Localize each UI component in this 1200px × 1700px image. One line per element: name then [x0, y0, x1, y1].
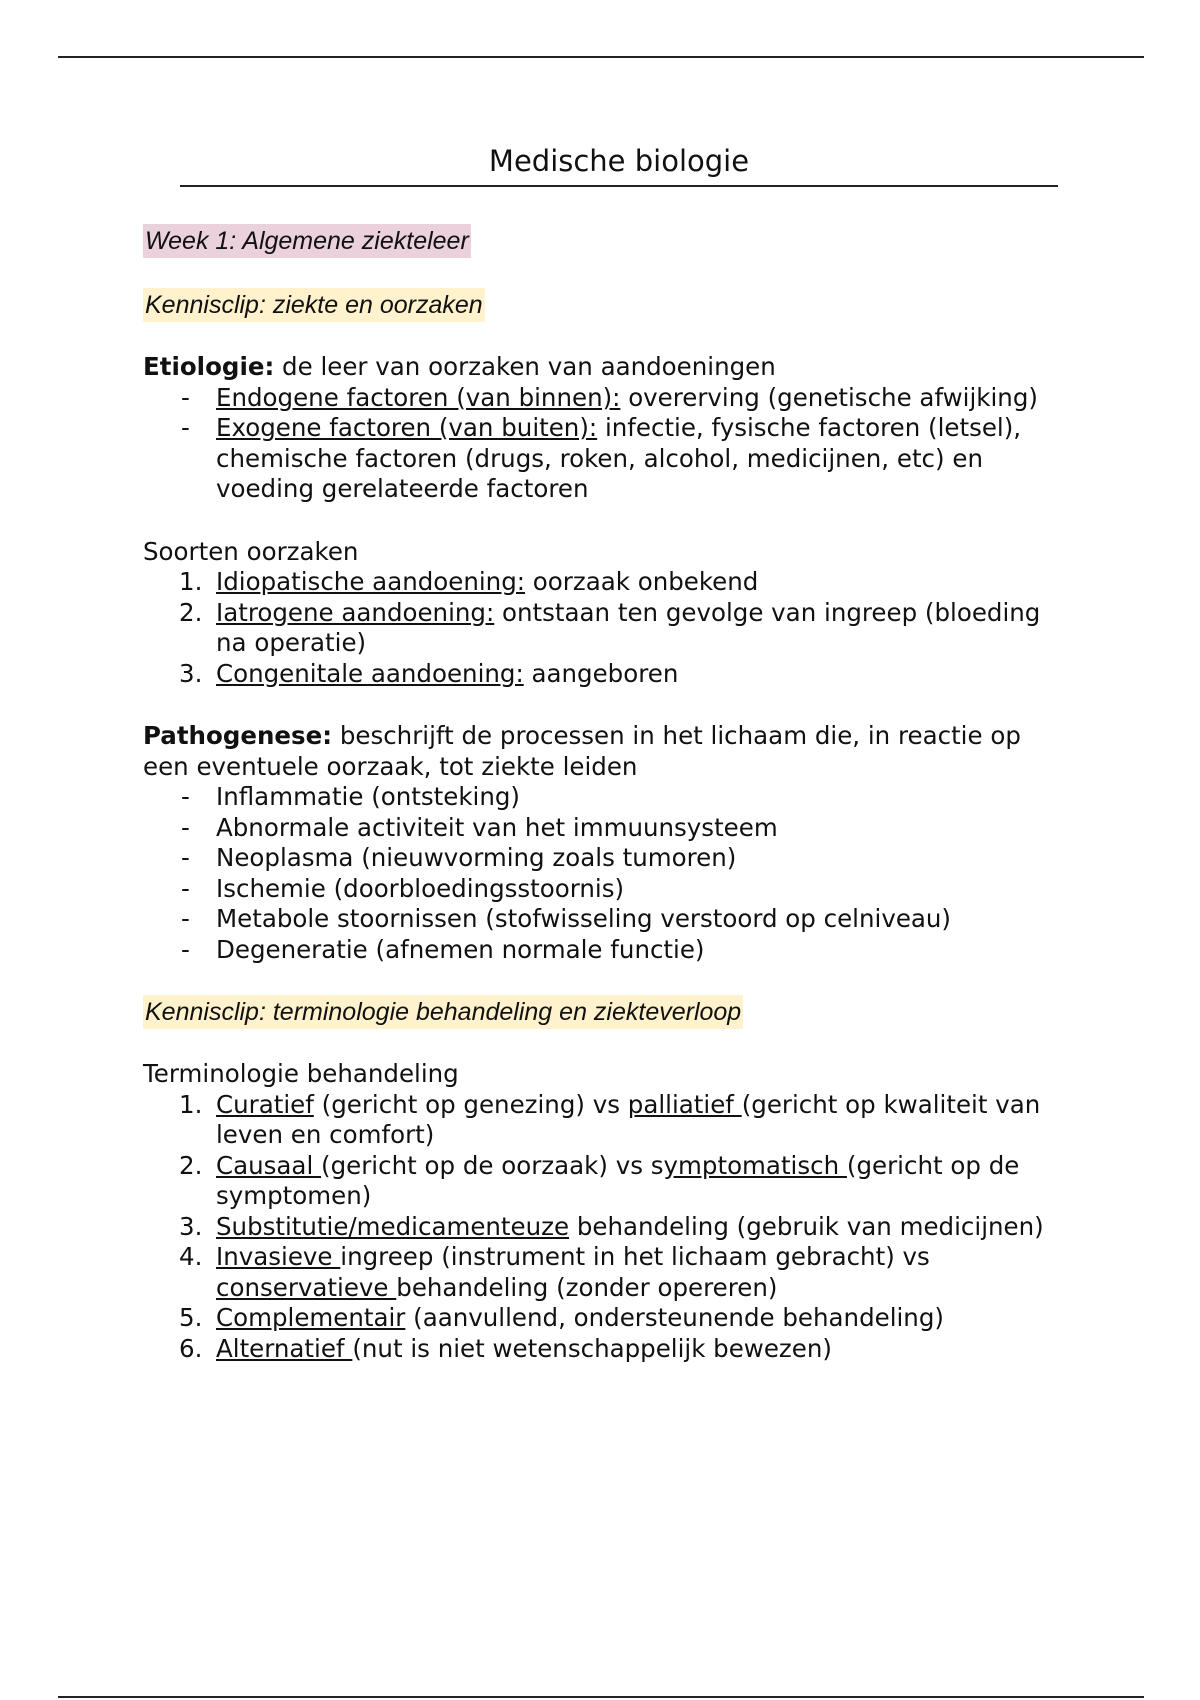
list-item: - Ischemie (doorbloedingsstoornis)	[181, 873, 625, 903]
document-body	[143, 224, 1063, 1364]
soorten-heading: Soorten oorzaken	[143, 536, 359, 566]
list-item: - Endogene factoren (van binnen): overerving (genetische afwijking)	[181, 382, 1038, 412]
etiologie-term: Etiologie:	[143, 352, 275, 381]
list-item: 1. Idiopatische aandoening: oorzaak onbekend	[179, 567, 759, 596]
list-item: 3. Congenitale aandoening: aangeboren	[179, 658, 679, 688]
etiologie-definition: Etiologie: de leer van oorzaken van aandoeningen	[143, 352, 776, 381]
etiologie-list	[143, 383, 1063, 505]
list-item: - Degeneratie (afnemen normale functie)	[181, 934, 705, 964]
list-item: 2. Iatrogene aandoening: ontstaan ten gevolge van ingreep (bloeding na operatie)	[179, 597, 1041, 657]
list-item: 1. Curatief (gericht op genezing) vs palliatief (gericht op kwaliteit van leven en comfort)	[179, 1089, 1041, 1149]
terminologie-list	[143, 1090, 1063, 1365]
kennisclip-heading-2: Kennisclip: terminologie behandeling en ziekteverloop	[143, 995, 743, 1029]
kennisclip-heading-1: Kennisclip: ziekte en oorzaken	[143, 288, 485, 322]
list-item: 6. Alternatief (nut is niet wetenschappelijk bewezen)	[179, 1333, 832, 1363]
page-title: Medische biologie	[180, 144, 1058, 187]
terminologie-heading: Terminologie behandeling	[143, 1059, 459, 1088]
list-item: 2. Causaal (gericht op de oorzaak) vs symptomatisch (gericht op de symptomen)	[179, 1150, 1020, 1210]
list-item: - Metabole stoornissen (stofwisseling verstoord op celniveau)	[181, 904, 951, 933]
page-bottom-rule	[58, 1696, 1144, 1698]
week-heading: Week 1: Algemene ziekteleer	[143, 224, 471, 258]
pathogenese-list	[143, 782, 1063, 965]
pathogenese-term: Pathogenese:	[143, 721, 333, 750]
list-item: - Inflammatie (ontsteking)	[181, 782, 520, 811]
list-item: 4. Invasieve ingreep (instrument in het lichaam gebracht) vs conservatieve behandeling (zonder opereren)	[179, 1242, 930, 1302]
pathogenese-definition: Pathogenese: beschrijft de processen in het lichaam die, in reactie op een eventuele oorzaak, tot ziekte leiden	[143, 721, 1021, 781]
soorten-list	[143, 567, 1063, 689]
list-item: - Abnormale activiteit van het immuunsysteem	[181, 812, 778, 842]
list-item: - Exogene factoren (van buiten): infectie, fysische factoren (letsel), chemische factoren (drugs, roken, alcohol, medicijnen, etc) en voeding gerelateerde factoren	[181, 413, 1022, 503]
page-top-rule	[58, 56, 1144, 58]
list-item: - Neoplasma (nieuwvorming zoals tumoren)	[181, 843, 737, 872]
list-item: 3. Substitutie/medicamenteuze behandeling (gebruik van medicijnen)	[179, 1211, 1044, 1241]
list-item: 5. Complementair (aanvullend, ondersteunende behandeling)	[179, 1303, 944, 1332]
